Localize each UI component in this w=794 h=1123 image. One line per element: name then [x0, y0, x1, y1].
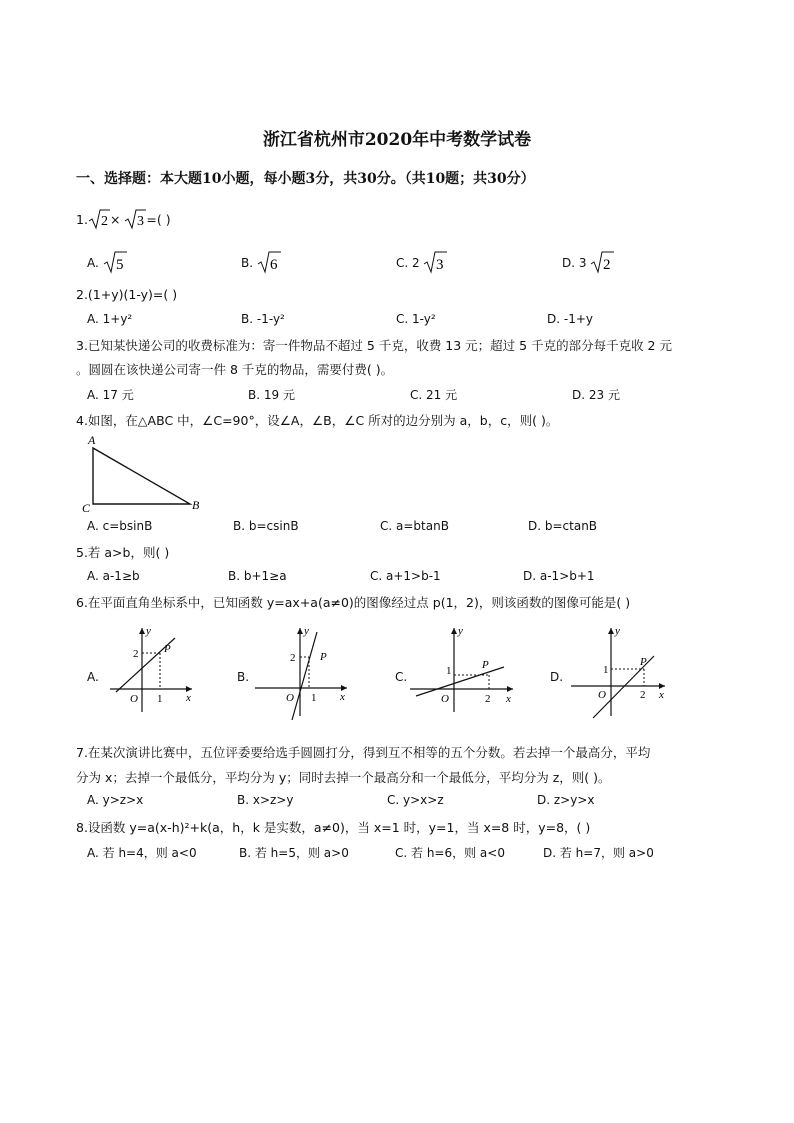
- radicand: 3: [436, 257, 444, 273]
- section-heading: 一、选择题：本大题10小题，每小题3分，共30分。（共10题；共30分）: [76, 171, 535, 187]
- question-2: 2.(1+y)(1-y)=( ): [76, 287, 178, 302]
- q8-option-c: C. 若 h=6，则 a<0: [395, 846, 505, 860]
- sqrt-icon: [257, 250, 281, 277]
- question-5: 5.若 a>b，则( ): [76, 545, 170, 560]
- q6-option-d-label: D.: [550, 670, 564, 684]
- svg-text:2: 2: [485, 693, 491, 705]
- svg-text:O: O: [598, 689, 606, 701]
- option-label: B.: [241, 256, 254, 270]
- q1-option-d: [562, 250, 614, 277]
- q2-option-c: C. 1-y²: [396, 312, 436, 326]
- sqrt-icon: [124, 208, 146, 233]
- q3-option-d: D. 23 元: [572, 388, 620, 402]
- svg-text:O: O: [130, 693, 138, 705]
- q6-option-b-label: B.: [237, 670, 250, 684]
- svg-text:P: P: [482, 659, 489, 671]
- svg-text:1: 1: [446, 665, 452, 677]
- triangle-abc: [93, 448, 190, 504]
- q6-option-c-label: C.: [395, 670, 408, 684]
- radicand: 6: [269, 257, 278, 273]
- q5-option-d: D. a-1>b+1: [523, 569, 595, 583]
- q1-option-a: [87, 250, 127, 277]
- option-label: C. 2: [396, 256, 420, 270]
- q1-number: 1.: [76, 212, 88, 227]
- q2-option-a: A. 1+y²: [87, 312, 133, 326]
- page-title: 浙江省杭州市2020年中考数学试卷: [262, 130, 532, 150]
- question-6: 6.在平面直角坐标系中，已知函数 y=ax+a(a≠0)的图像经过点 p(1，2)，则该函数的图像可能是( ): [76, 595, 631, 610]
- q8-option-b: B. 若 h=5，则 a>0: [239, 846, 349, 860]
- svg-text:P: P: [320, 651, 327, 663]
- question-3-line-2: 。圆圆在该快递公司寄一件 8 千克的物品，需要付费( )。: [76, 362, 394, 377]
- q7-option-b: B. x>z>y: [237, 793, 294, 807]
- svg-text:2: 2: [133, 648, 139, 660]
- svg-text:O: O: [441, 693, 449, 705]
- q3-option-a: A. 17 元: [87, 388, 134, 402]
- question-7-line-1: 7.在某次演讲比赛中，五位评委要给选手圆圆打分，得到互不相等的五个分数。若去掉一个最高分，平均: [76, 745, 651, 760]
- q6-graph-d: [563, 622, 673, 722]
- q1-radicand-2: 3: [137, 214, 145, 229]
- svg-text:y: y: [458, 625, 463, 637]
- q6-option-a-label: A.: [87, 670, 99, 684]
- question-3-line-1: 3.已知某快递公司的收费标准为：寄一件物品不超过 5 千克，收费 13 元；超过 5 千克的部分每千克收 2 元: [76, 338, 672, 353]
- times-sign: ×: [109, 212, 121, 227]
- sqrt-icon: [590, 250, 614, 277]
- vertex-a-label: A: [88, 433, 96, 447]
- question-4: 4.如图，在△ABC 中，∠C=90°，设∠A，∠B，∠C 所对的边分别为 a，b，c，则( )。: [76, 413, 559, 428]
- q1-option-c: [396, 250, 447, 277]
- svg-text:2: 2: [640, 689, 646, 701]
- q6-graph-a: [100, 622, 200, 717]
- q1-option-b: [241, 250, 281, 277]
- svg-text:P: P: [640, 656, 647, 668]
- question-7-line-2: 分为 x；去掉一个最低分，平均分为 y；同时去掉一个最高分和一个最低分，平均分为 z，则( )。: [76, 770, 611, 785]
- q1-radicand-1: 2: [100, 214, 108, 229]
- vertex-b-label: B: [192, 498, 200, 512]
- q5-option-c: C. a+1>b-1: [370, 569, 441, 583]
- q8-option-a: A. 若 h=4，则 a<0: [87, 846, 197, 860]
- svg-text:y: y: [615, 625, 620, 637]
- svg-text:y: y: [304, 625, 309, 637]
- q7-option-a: A. y>z>x: [87, 793, 144, 807]
- q7-option-c: C. y>x>z: [387, 793, 444, 807]
- radicand: 5: [115, 257, 124, 273]
- option-label: A.: [87, 256, 99, 270]
- svg-text:x: x: [506, 693, 511, 705]
- question-8: 8.设函数 y=a(x-h)²+k(a，h，k 是实数，a≠0)，当 x=1 时，y=1，当 x=8 时，y=8，( ): [76, 820, 591, 835]
- q6-graph-c: [408, 622, 518, 717]
- q4-option-d: D. b=ctanB: [528, 519, 598, 533]
- radicand: 2: [603, 257, 611, 273]
- svg-text:x: x: [186, 692, 191, 704]
- sqrt-icon: [88, 208, 110, 233]
- svg-text:P: P: [164, 643, 171, 655]
- svg-text:2: 2: [290, 652, 296, 664]
- q4-option-c: C. a=btanB: [380, 519, 449, 533]
- q2-option-b: B. -1-y²: [241, 312, 285, 326]
- sqrt-icon: [103, 250, 127, 277]
- svg-text:1: 1: [157, 693, 163, 705]
- q5-option-b: B. b+1≥a: [228, 569, 287, 583]
- q4-option-a: A. c=bsinB: [87, 519, 153, 533]
- triangle-figure: [80, 432, 210, 514]
- svg-text:O: O: [286, 692, 294, 704]
- option-label: D. 3: [562, 256, 587, 270]
- svg-text:x: x: [340, 691, 345, 703]
- sqrt-icon: [423, 250, 447, 277]
- q3-option-c: C. 21 元: [410, 388, 458, 402]
- svg-text:x: x: [659, 689, 664, 701]
- svg-text:y: y: [146, 625, 151, 637]
- function-line: [292, 632, 317, 720]
- q6-graph-b: [250, 622, 355, 722]
- q1-answer-paren: =( ): [146, 212, 171, 227]
- q5-option-a: A. a-1≥b: [87, 569, 140, 583]
- question-1: [76, 208, 171, 233]
- q2-option-d: D. -1+y: [547, 312, 593, 326]
- function-line: [416, 667, 504, 696]
- q3-option-b: B. 19 元: [248, 388, 295, 402]
- vertex-c-label: C: [82, 501, 91, 514]
- svg-text:1: 1: [311, 692, 317, 704]
- svg-text:1: 1: [603, 664, 609, 676]
- q4-option-b: B. b=csinB: [233, 519, 299, 533]
- q8-option-d: D. 若 h=7，则 a>0: [543, 846, 654, 860]
- q7-option-d: D. z>y>x: [537, 793, 595, 807]
